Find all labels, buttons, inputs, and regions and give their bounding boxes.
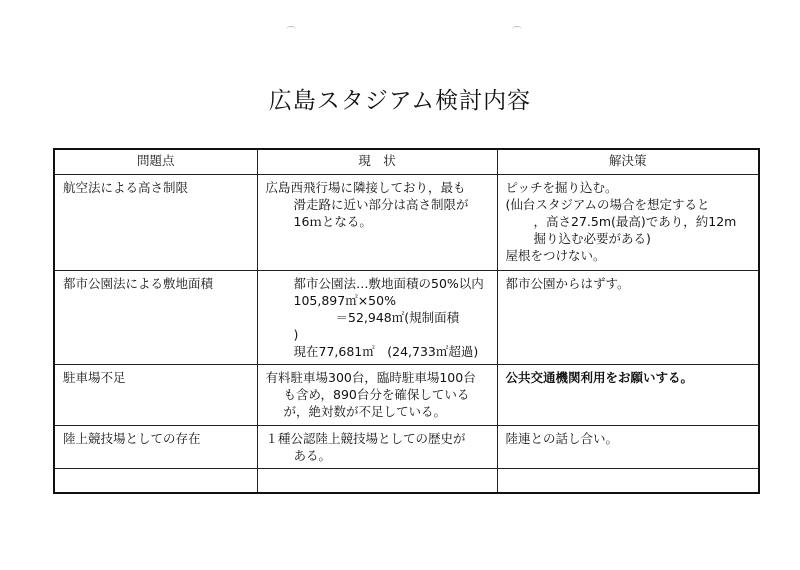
solution-line: 公共交通機関利用をお願いする。 [505,370,694,385]
table-row [54,175,759,271]
solution-line: ，高さ27.5m(最高)であり，約12m [533,214,737,229]
status-line: も含め，890台分を確保している [283,387,470,402]
issue-cell [54,271,257,365]
header-issue: 問題点 [54,149,257,175]
issue-text: 都市公園法による敷地面積 [63,276,214,291]
solution-line: 掘り込む必要がある) [533,231,651,246]
status-line: １種公認陸上競技場としての歴史が [265,431,466,446]
table-row [54,365,759,426]
status-cell [257,426,497,469]
solution-cell [497,365,759,426]
solution-line: ピッチを掘り込む。 [505,180,618,195]
issue-text: 陸上競技場としての存在 [63,431,201,446]
solution-line: (仙台スタジアムの場合を想定すると [505,197,710,212]
empty-cell [497,469,759,494]
status-line: が，絶対数が不足している。 [283,404,447,419]
document-title: 広島スタジアム検討内容 [268,88,532,114]
solution-line: 屋根をつけない。 [505,248,606,263]
header-status: 現 状 [257,149,497,175]
table-row [54,426,759,469]
status-cell [257,365,497,426]
table-row-empty [54,469,759,494]
table-row [54,271,759,365]
issue-cell [54,175,257,271]
issues-table [53,148,760,494]
status-line: 105,897㎡×50% [293,293,396,308]
empty-cell [54,469,257,494]
issue-text: 航空法による高さ制限 [63,180,189,195]
punch-mark-left [286,26,296,33]
status-cell [257,271,497,365]
issue-text: 駐車場不足 [63,370,126,385]
solution-line: 陸連との話し合い。 [505,431,619,446]
solution-cell [497,175,759,271]
status-line: 滑走路に近い部分は高さ制限が [293,197,469,212]
status-line: ) [293,327,299,342]
issue-cell [54,426,257,469]
empty-cell [257,469,497,494]
status-line: 広島西飛行場に隣接しており，最も [265,180,466,195]
issue-cell [54,365,257,426]
header-solution: 解決策 [497,149,759,175]
status-line: ＝52,948㎡(規制面積 [335,310,460,325]
status-line: 有料駐車場300台，臨時駐車場100台 [265,370,476,385]
punch-mark-right [512,26,522,33]
status-line: ある。 [293,448,332,463]
solution-line: 都市公園からはずす。 [505,276,630,291]
status-line: 現在77,681㎡ (24,733㎡超過) [293,344,479,359]
table-header-row [54,149,759,175]
status-line: 都市公園法…敷地面積の50%以内 [293,276,484,291]
solution-cell [497,271,759,365]
solution-cell [497,426,759,469]
status-cell [257,175,497,271]
status-line: 16ｍとなる。 [293,214,372,229]
